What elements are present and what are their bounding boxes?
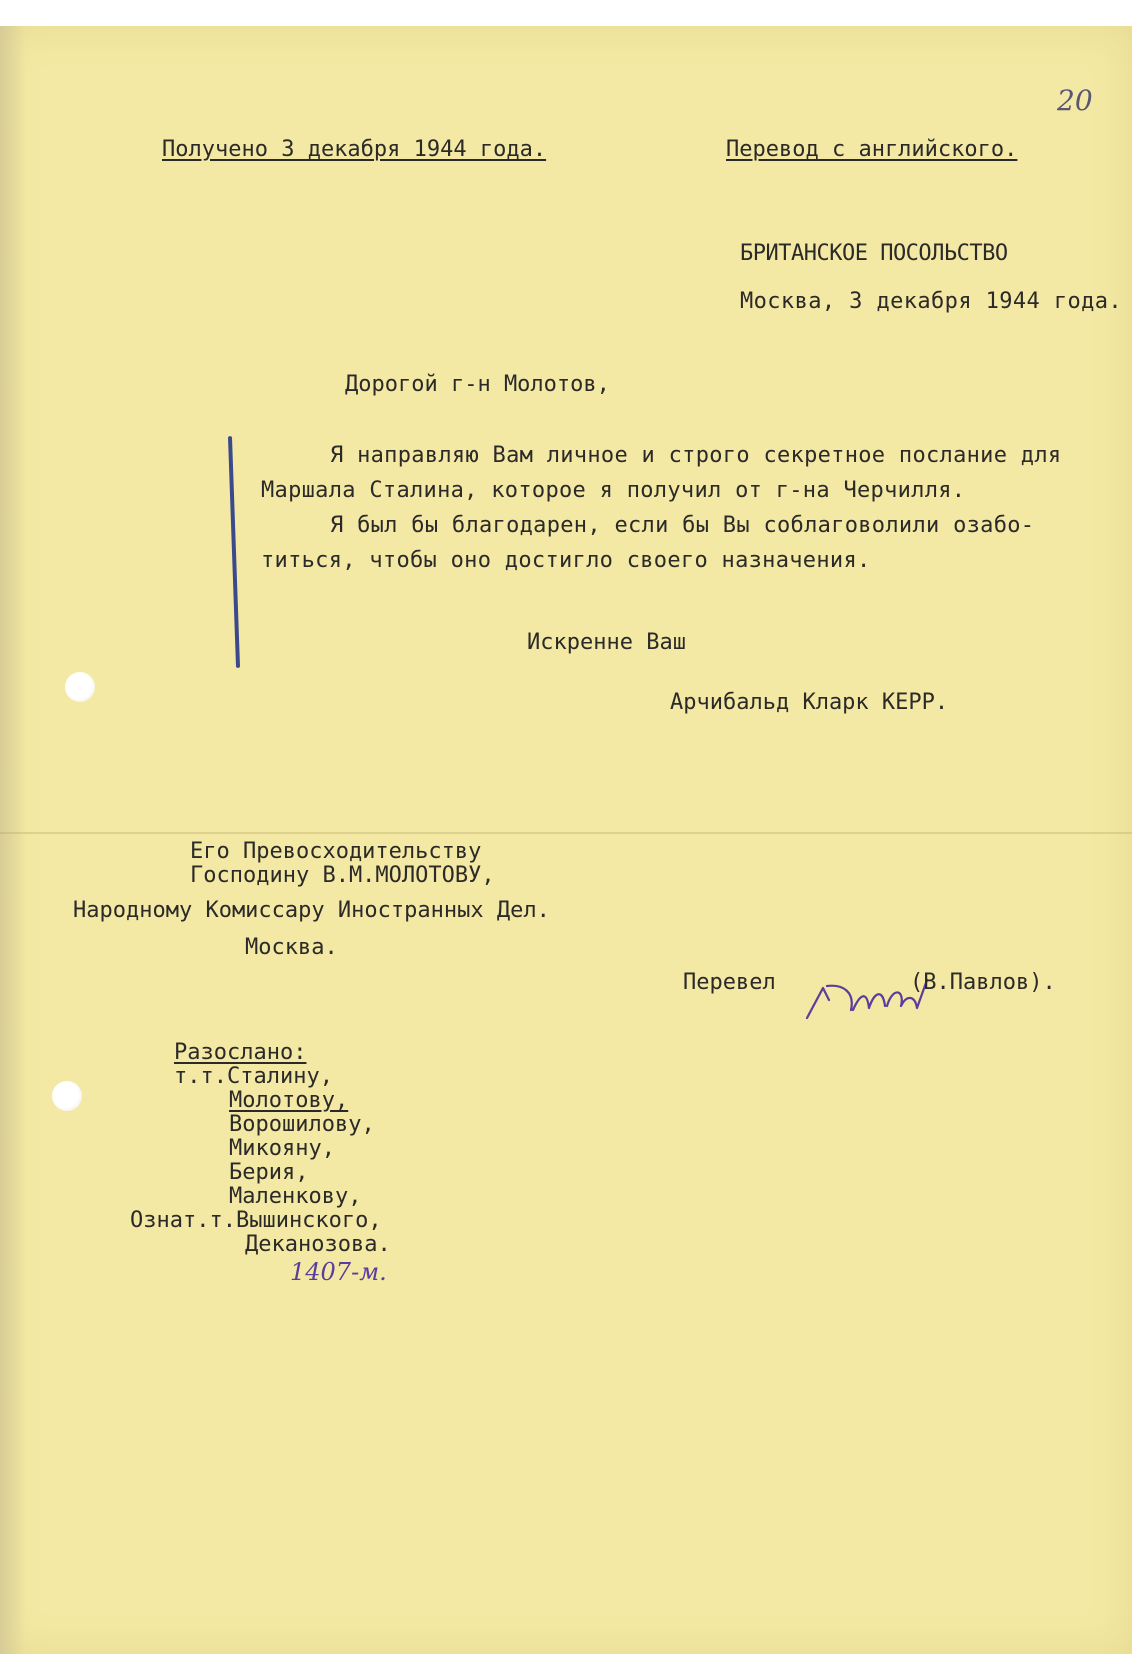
letter-line: Я был бы благодарен, если бы Вы соблаговолили озабо- [330,513,1035,538]
sender-place-date: Москва, 3 декабря 1944 года. [740,289,1123,314]
translator-name: (В.Павлов). [910,970,1056,995]
punch-hole [65,672,95,702]
translator-label: Перевел [683,970,776,995]
salutation: Дорогой г-н Молотов, [345,372,610,397]
sender-org: БРИТАНСКОЕ ПОСОЛЬСТВО [740,241,1008,266]
handwritten-reference: 1407-м. [290,1258,387,1286]
distribution-item: Берия, [229,1160,309,1185]
letter-line: Я направляю Вам личное и строго секретное послание для [330,443,1062,468]
closing: Искренне Ваш [527,630,686,655]
signatory: Арчибальд Кларк КЕРР. [670,690,949,715]
translation-note: Перевод с английского. [726,137,1018,162]
distribution-item: Маленкову, [229,1184,362,1209]
received-date: Получено 3 декабря 1944 года. [162,137,547,162]
margin-mark [228,436,240,668]
letter-line: титься, чтобы оно достигло своего назначения. [261,548,871,573]
distribution-item: Микояну, [229,1136,335,1161]
document-page [0,26,1132,1654]
letter-line: Маршала Сталина, которое я получил от г-на Черчилля. [261,478,966,503]
distribution-item: Молотову, [229,1088,349,1113]
addressee-line: Господину В.М.МОЛОТОВУ, [190,863,495,888]
addressee-line: Его Превосходительству [190,839,482,864]
distribution-item: Деканозова. [245,1232,391,1257]
addressee-line: Москва. [245,935,338,960]
distribution-title: Разослано: [174,1040,307,1065]
distribution-item: т.т.Сталину, [174,1064,333,1089]
distribution-item: Ознат.т.Вышинского, [130,1208,382,1233]
distribution-item: Ворошилову, [229,1112,375,1137]
page-number: 20 [1057,84,1093,117]
punch-hole [52,1081,82,1111]
addressee-line: Народному Комиссару Иностранных Дел. [73,898,550,923]
